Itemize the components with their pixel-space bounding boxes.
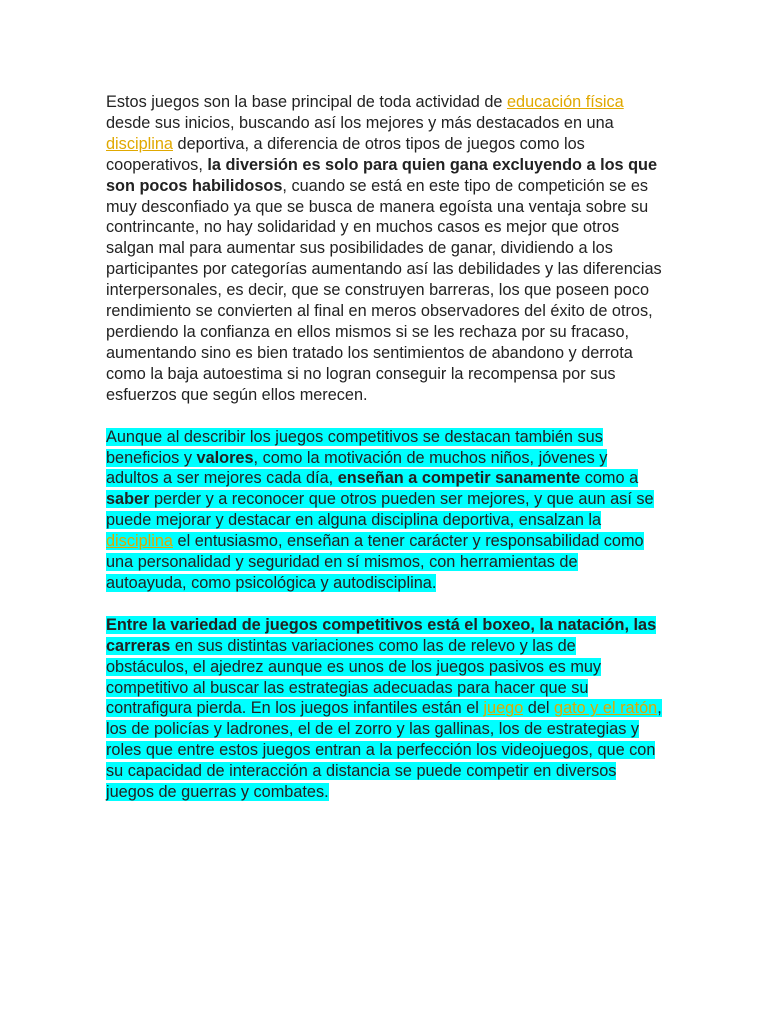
link-juego[interactable]: juego — [483, 699, 524, 718]
link-disciplina-2[interactable]: disciplina — [106, 532, 173, 551]
paragraph-1-text-a: Estos juegos son la base principal de toda actividad de — [106, 93, 507, 111]
paragraph-2-text-a: Aunque al describir los juegos competitivos se destacan también sus beneficios y — [106, 427, 603, 467]
paragraph-3-text-a: en sus distintas variaciones como las de relevo y las de obstáculos, el ajedrez aunque es unos de los juegos pasivos es muy competitivo al buscar las estrategias adecuadas para hacer que su contrafigura pierda. En los juegos infantiles están el — [106, 636, 602, 718]
paragraph-2-text-e: el entusiasmo, enseñan a tener carácter y responsabilidad como una personalidad y seguridad en sí mismos, con herramientas de autoayuda, como psicológica y autodisciplina. — [106, 532, 644, 592]
paragraph-1-text-c: deportiva, a diferencia de otros tipos de juegos como los cooperativos, — [106, 134, 585, 174]
link-gato-y-el-raton[interactable]: gato y el ratón — [554, 699, 658, 718]
paragraph-2-bold-saber: saber — [106, 490, 150, 509]
paragraph-3-text-c: , los de policías y ladrones, el de el zorro y las gallinas, los de estrategias y roles que entre estos juegos entran a la perfección los videojuegos, que con su capacidad de interacción a distancia se puede competir en diversos juegos de guerras y combates. — [106, 699, 662, 802]
paragraph-2-bold-competir: enseñan a competir sanamente — [337, 469, 581, 488]
paragraph-1-text-d: , cuando se está en este tipo de competición se es muy desconfiado ya que se busca de manera egoísta una ventaja sobre su contrincante, no hay solidaridad y en muchos casos es mejor que otros salgan mal para aumentar sus posibilidades de ganar, dividiendo a los participantes por categorías aumentando así las debilidades y las diferencias interpersonales, es decir, que se construyen barreras, los que poseen poco rendimiento se convierten al final en meros observadores del éxito de otros, perdiendo la confianza en ellos mismos si se les rechaza por su fracaso, aumentando sino es bien tratado los sentimientos de abandono y derrota como la baja autoestima si no logran conseguir la recompensa por sus esfuerzos que según ellos merecen. — [106, 176, 662, 404]
paragraph-3-text-b: del — [523, 699, 555, 718]
paragraph-2-text-d: perder y a reconocer que otros pueden ser mejores, y que aun así se puede mejorar y destacar en alguna disciplina deportiva, ensalzan la — [106, 490, 654, 530]
paragraph-3 — [106, 615, 662, 803]
paragraph-2-text-b: , como la motivación de muchos niños, jóvenes y adultos a ser mejores cada día, — [106, 448, 608, 488]
paragraph-1 — [106, 92, 662, 406]
paragraph-2-bold-valores: valores — [196, 448, 254, 467]
paragraph-1-bold: la diversión es solo para quien gana excluyendo a los que son pocos habilidosos — [106, 155, 658, 195]
link-disciplina[interactable]: disciplina — [106, 134, 173, 153]
link-educacion-fisica[interactable]: educación física — [506, 93, 624, 111]
document-page — [106, 92, 662, 824]
paragraph-3-bold: Entre la variedad de juegos competitivos está el boxeo, la natación, las carreras — [106, 615, 657, 655]
paragraph-2-text-c: como a — [580, 469, 639, 488]
paragraph-2 — [106, 427, 662, 594]
paragraph-1-text-b: desde sus inicios, buscando así los mejores y más destacados en una — [106, 113, 614, 132]
